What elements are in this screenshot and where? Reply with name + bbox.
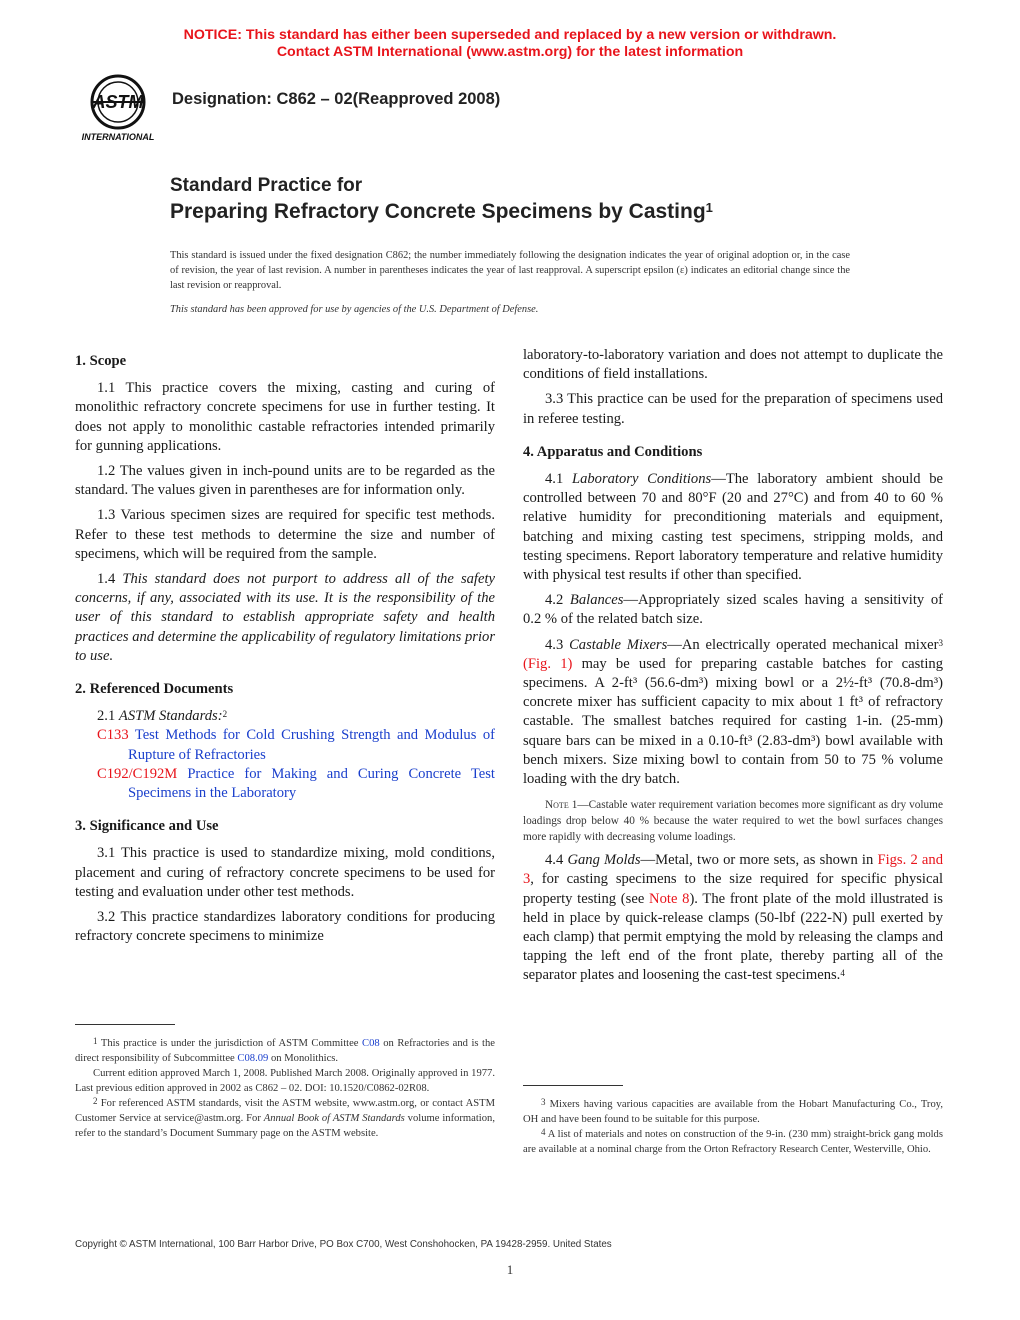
significance-3-3: 3.3 This practice can be used for the preparation of specimens used in referee testing. <box>523 391 943 427</box>
page-number: 1 <box>506 1262 514 1277</box>
footnotes-left <box>75 1036 495 1141</box>
fn3-text: Mixers having various capacities are available from the Hobart Manufacturing Co., Troy, OH and have been found to be suitable for this purpose. <box>523 1099 944 1125</box>
app-4-2-text: —Appropriately sized scales having a sensitivity of 0.2 % of the related batch size. <box>523 592 944 628</box>
app-4-4-text-a: —Metal, two or more sets, as shown in <box>640 852 874 869</box>
note-1-label: Note 1 <box>545 799 578 812</box>
fn4-mark: 4 <box>541 1127 546 1137</box>
app-4-2-num: 4.2 <box>545 592 564 609</box>
app-4-3-sup: 3 <box>938 637 943 648</box>
significance-3-2: 3.2 This practice standardizes laboratory conditions for producing refractory concrete specimens to minimize <box>75 909 495 945</box>
scope-1-4 <box>75 570 495 666</box>
logo-subtext: INTERNATIONAL <box>81 132 155 142</box>
astm-logo <box>74 74 164 144</box>
reference-c133[interactable] <box>75 726 495 764</box>
reference-c192[interactable] <box>75 765 495 803</box>
app-4-4-num: 4.4 <box>545 852 564 869</box>
app-4-1-label: Laboratory Conditions <box>571 471 712 488</box>
fn4-text: A list of materials and notes on construction of the 9-in. (230 mm) straight-brick gang molds are available at a nominal charge from the Orton Refractory Research Center, Westerville, Ohio. <box>523 1129 943 1155</box>
ref-sub-label: ASTM Standards: <box>118 708 223 725</box>
app-4-4-label: Gang Molds <box>567 852 641 869</box>
figs-2-3-link[interactable]: Figs. 2 and 3 <box>523 852 943 888</box>
footnote-rule-left <box>75 1024 175 1025</box>
note-1 <box>523 797 943 845</box>
apparatus-heading: 4. Apparatus and Conditions <box>523 443 703 460</box>
app-4-3-num: 4.3 <box>545 636 564 653</box>
title-main: Preparing Refractory Concrete Specimens by Casting <box>170 200 706 223</box>
footnote-2 <box>75 1096 495 1141</box>
scope-1-2: 1.2 The values given in inch-pound units are to be regarded as the standard. The values given in parentheses are for information only. <box>75 463 495 499</box>
app-4-3-label: Castable Mixers <box>569 636 668 653</box>
c08-09-link[interactable]: C08.09 <box>237 1053 269 1064</box>
title-footnote-mark: 1 <box>705 200 713 215</box>
fn2-mark: 2 <box>93 1096 98 1106</box>
app-4-1-text: —The laboratory ambient should be controlled between 70 and 80°F (20 and 27°C) and from 40 to 60 % relative humidity for preconditioning materials and equipment, batching and mixing casting test specimens, stripping molds, and testing specimens. Report laboratory temperature and relative humidity with physical test results if other than specified. <box>523 471 943 584</box>
fn1-text-c: on Monolithics. <box>270 1053 339 1064</box>
app-4-3-text-a: —An electrically operated mechanical mixer <box>667 636 939 653</box>
notice-line-1: NOTICE: This standard has either been superseded and replaced by a new version or withdrawn. <box>183 27 837 43</box>
footnote-3 <box>523 1097 943 1127</box>
astm-standards-label <box>75 707 495 726</box>
copyright: Copyright © ASTM International, 100 Barr Harbor Drive, PO Box C700, West Conshohocken, PA 19428-2959. United States <box>75 1239 612 1250</box>
fn1-text-b: on Refractories and is the direct responsibility of Subcommittee <box>75 1038 495 1064</box>
significance-3-2-cont: laboratory-to-laboratory variation and does not attempt to duplicate the conditions of field installations. <box>523 347 943 383</box>
ref1-code[interactable]: C133 <box>97 727 129 744</box>
notice-banner <box>0 27 1020 61</box>
title-line-1: Standard Practice for <box>170 175 363 196</box>
astm-logo-icon <box>74 74 164 144</box>
c08-link[interactable]: C08 <box>362 1038 380 1049</box>
fn1-text-a: This practice is under the jurisdiction of ASTM Committee <box>100 1038 359 1049</box>
fn2-italic: Annual Book of ASTM Standards <box>263 1113 405 1124</box>
app-4-1-num: 4.1 <box>545 471 564 488</box>
app-4-2-label: Balances <box>569 592 624 609</box>
significance-3-1: 3.1 This practice is used to standardize mixing, mold conditions, placement and curing of refractory concrete specimens to be used for testing and evaluation under other test methods. <box>75 845 495 900</box>
fig-1-link[interactable]: (Fig. 1) <box>523 655 573 672</box>
ref1-title[interactable]: Test Methods for Cold Crushing Strength and Modulus of Rupture of Refractories <box>128 727 495 763</box>
left-column <box>75 346 495 952</box>
app-4-4-sup: 4 <box>840 968 845 979</box>
apparatus-4-2 <box>523 591 943 629</box>
notice-line-2: Contact ASTM International (www.astm.org) for the latest information <box>276 44 744 60</box>
right-column <box>523 346 943 992</box>
fn2-text-a: For referenced ASTM standards, visit the ASTM website, www.astm.org, or contact ASTM Customer Service at service@astm.org. For <box>75 1098 495 1124</box>
fn1-mark: 1 <box>93 1036 98 1046</box>
apparatus-4-3 <box>523 636 943 790</box>
footnote-4 <box>523 1127 943 1157</box>
significance-heading: 3. Significance and Use <box>75 818 219 835</box>
ref2-title[interactable]: Practice for Making and Curing Concrete Test Specimens in the Laboratory <box>128 765 495 802</box>
document-title <box>170 175 713 227</box>
note-8-link[interactable]: Note 8 <box>649 890 690 907</box>
fn2-text-b: volume information, refer to the standard’s Document Summary page on the ASTM website. <box>75 1113 495 1139</box>
ref-sub-num: 2.1 <box>97 708 116 725</box>
dod-statement: This standard has been approved for use by agencies of the U.S. Department of Defense. <box>170 304 539 315</box>
apparatus-4-4 <box>523 851 943 985</box>
footnotes-right <box>523 1097 943 1157</box>
ref2-code[interactable]: C192/C192M <box>97 765 178 782</box>
footnote-1 <box>75 1036 495 1066</box>
note-1-text: —Castable water requirement variation becomes more significant as dry volume loadings drop below 40 % because the water required to wet the bowl surfaces changes more rapidly with decreasing volume loadings. <box>523 799 943 844</box>
apparatus-4-1 <box>523 470 943 585</box>
referenced-heading: 2. Referenced Documents <box>75 681 234 698</box>
app-4-4-text-c: ). The front plate of the mold illustrated is held in place by quick-release clamps (50-lbf (222-N) pull exerted by each clamp) that permit emptying the mold by releasing the clamps and tapping the left end of the front plate, thereby parting all of the separator plates and loosening the cast-test specimens. <box>523 890 943 984</box>
scope-1-1: 1.1 This practice covers the mixing, casting and curing of monolithic refractory concrete specimens for use in further testing. It does not apply to monolithic castable refractories intended primarily for gunning applications. <box>75 380 495 454</box>
logo-text: ASTM <box>92 92 144 112</box>
footnote-rule-right <box>523 1085 623 1086</box>
scope-1-3: 1.3 Various specimen sizes are required for specific test methods. Refer to these test methods to determine the size and number of specimens, which will be required from the sample. <box>75 507 495 562</box>
title-line-2 <box>170 197 713 227</box>
scope-1-4-text: This standard does not purport to address all of the safety concerns, if any, associated with its use. It is the responsibility of the user of this standard to establish appropriate safety and health practices and determine the applicability of regulatory limitations prior to use. <box>75 571 495 664</box>
issue-statement: This standard is issued under the fixed designation C862; the number immediately following the designation indicates the year of original adoption or, in the case of revision, the year of last revision. A number in parentheses indicates the year of last reapproval. A superscript epsilon (ε) indicates an editorial change since the last revision or reapproval. <box>170 250 850 291</box>
app-4-3-text-b: may be used for preparing castable batches for casting specimens. A 2-ft³ (56.6-dm³) mixing bowl or a 2½-ft³ (70.8-dm³) concrete mixer has sufficient capacity to mix about 1 ft³ of refractory castable. The smallest batches required for casting 1-in. (25-mm) square bars can be mixed in a 0.10-ft³ (2.83-dm³) bowl available with bench mixers. Size mixing bowl to contain from 50 to 75 % volume loading with the dry batch. <box>523 655 943 788</box>
footnote-edition: Current edition approved March 1, 2008. Published March 2008. Originally approved in 1977. Last previous edition approved in 2002 as C862 – 02. DOI: 10.1520/C0862-02R08. <box>75 1068 495 1094</box>
ref-sub-sup: 2 <box>222 709 228 720</box>
scope-heading: 1. Scope <box>75 353 127 369</box>
scope-1-4-num: 1.4 <box>97 571 116 588</box>
designation: Designation: C862 – 02(Reapproved 2008) <box>172 90 501 108</box>
app-4-4-text-b: , for casting specimens to the size required for specific physical property testing (see <box>523 871 943 907</box>
fn3-mark: 3 <box>541 1097 546 1107</box>
